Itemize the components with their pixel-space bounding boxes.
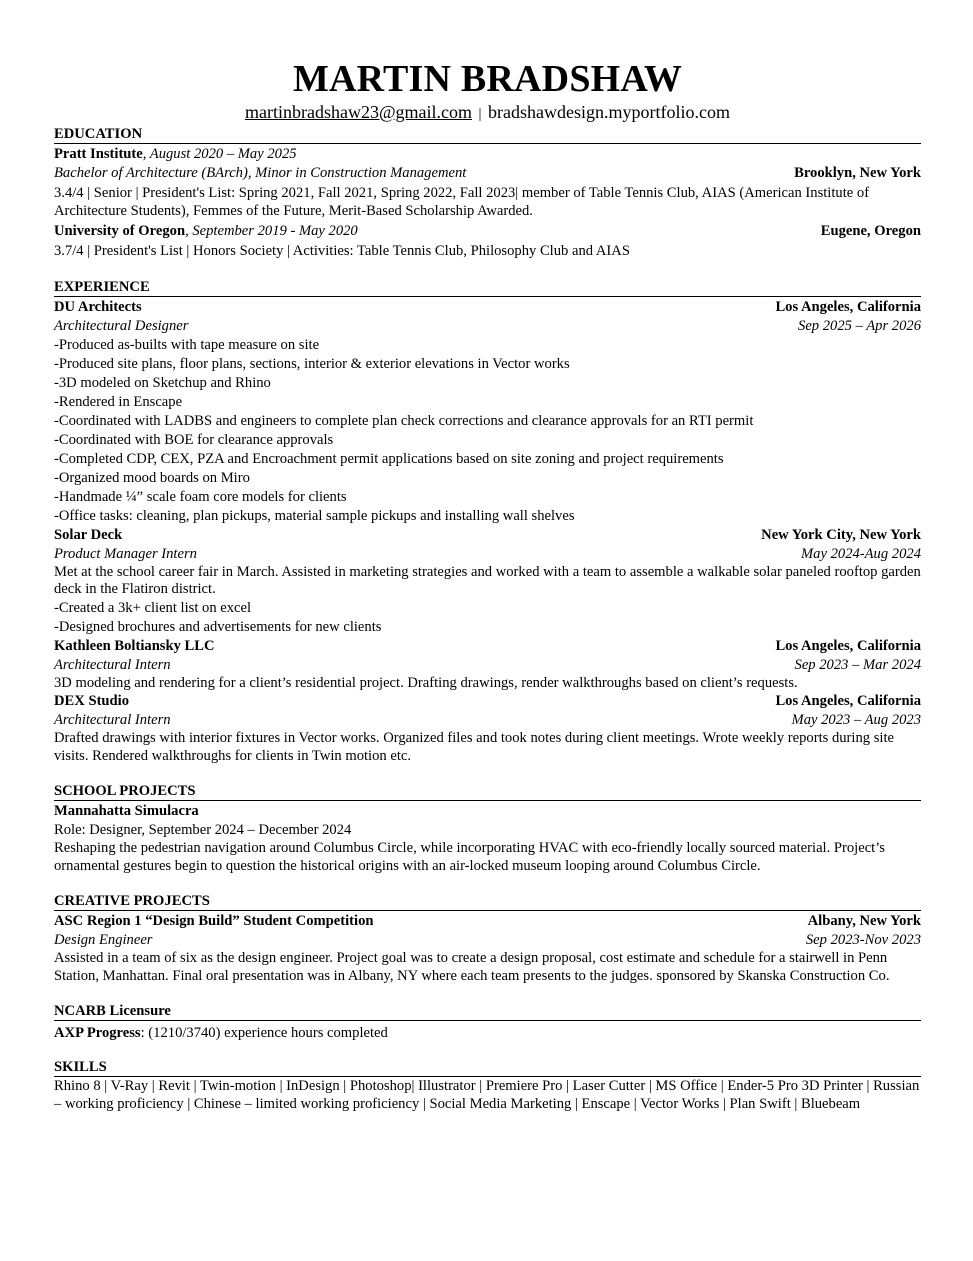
school-name: University of Oregon [54,223,186,239]
job-description: 3D modeling and rendering for a client’s residential project. Drafting drawings, render walkthroughs based on client’s requests. [54,674,798,691]
candidate-name: MARTIN BRADSHAW [292,58,683,100]
school-name: Pratt Institute [54,146,143,162]
school-details: 3.7/4 | President's List | Honors Society | Activities: Table Tennis Club, Philosophy Club and AIAS [54,243,630,259]
axp-progress [54,1024,921,1043]
axp-value: : (1210/3740) experience hours completed [140,1025,388,1041]
axp-label: AXP Progress [54,1025,141,1041]
school-location: Brooklyn, New York [794,165,921,181]
experience-title: EXPERIENCE [54,279,921,297]
job-bullet: -Produced as-builts with tape measure on site [54,336,320,353]
education-title: EDUCATION [54,126,921,144]
ncarb-title: NCARB Licensure [54,1003,921,1021]
job-role: Architectural Intern [54,712,171,728]
job-bullet: -Produced site plans, floor plans, sections, interior & exterior elevations in Vector works [54,355,570,372]
creative-projects-title: CREATIVE PROJECTS [54,893,921,911]
job-dates: May 2023 – Aug 2023 [791,712,921,728]
job-bullet: -Coordinated with LADBS and engineers to complete plan check corrections and clearance approvals for an RTI permit [54,412,754,429]
school-entry [54,222,921,261]
job-role: Product Manager Intern [54,545,197,562]
project-description: Reshaping the pedestrian navigation around Columbus Circle, while incorporating HVAC with eco-friendly locally sourced material. Project’s ornamental gestures begin to question the historical origins with an air-locked museum looping around Columbus Circle. [54,840,885,874]
job-role: Architectural Designer [54,317,189,334]
job-bullet: -Organized mood boards on Miro [54,469,250,486]
job-bullet: -Created a 3k+ client list on excel [54,599,252,616]
project-location: Albany, New York [807,913,921,929]
school-projects-section [54,783,921,875]
job-entry [54,692,921,765]
project-dates: Sep 2023-Nov 2023 [805,932,921,948]
job-location: Los Angeles, California [775,298,921,315]
skills-section [54,1059,921,1113]
job-bullet: -Office tasks: cleaning, plan pickups, material sample pickups and installing wall shelves [54,507,575,524]
school-dates: , August 2020 – May 2025 [142,146,297,162]
job-bullet: -3D modeled on Sketchup and Rhino [54,374,271,391]
job-bullet: -Handmade ¼” scale foam core models for clients [54,488,347,505]
job-company: Solar Deck [54,526,123,543]
school-dates: , September 2019 - May 2020 [185,223,358,239]
job-dates: May 2024-Aug 2024 [801,545,921,562]
portfolio-link[interactable]: bradshawdesign.myportfolio.com [488,102,730,122]
job-dates: Sep 2023 – Mar 2024 [794,656,921,673]
job-role: Architectural Intern [54,656,171,673]
job-location: Los Angeles, California [775,693,921,709]
job-company: DEX Studio [54,693,130,709]
skills-list: Rhino 8 | V-Ray | Revit | Twin-motion | InDesign | Photoshop| Illustrator | Premiere Pro | Laser Cutter | MS Office | Ender-5 Pro 3D Printer | Russian – working proficiency | Chinese – limited working proficiency | Social Media Marketing | Enscape | Vector Works | Plan Swift | Bluebeam [54,1078,920,1112]
job-bullet: -Designed brochures and advertisements for new clients [54,618,382,635]
job-company: Kathleen Boltiansky LLC [54,637,215,654]
job-description: Met at the school career fair in March. Assisted in marketing strategies and worked with a team to assemble a walkable solar paneled rooftop garden deck in the Flatiron district. [54,563,921,597]
contact-separator: | [478,106,482,122]
job-description: Drafted drawings with interior fixtures in Vector works. Organized files and took notes during client meetings. Wrote weekly reports during site visits. Rendered walkthroughs for clients in Twin motion etc. [54,730,894,764]
school-degree: Bachelor of Architecture (BArch), Minor in Construction Management [54,165,467,181]
contact-line [54,100,921,126]
project-name: Mannahatta Simulacra [54,803,199,819]
job-location: Los Angeles, California [775,637,921,654]
job-company: DU Architects [54,298,142,315]
creative-projects-section [54,893,921,985]
project-description: Assisted in a team of six as the design engineer. Project goal was to create a design proposal, cost estimate and schedule for a stairwell in Penn Station, Manhattan. Final oral presentation was in Albany, NY where each team presents to the judges. sponsored by Skanska Construction Co. [54,950,890,984]
skills-title: SKILLS [54,1059,921,1077]
school-entry [54,145,921,220]
experience-section [54,279,921,766]
resume-page [54,56,921,1113]
job-bullet: -Completed CDP, CEX, PZA and Encroachment permit applications based on site zoning and project requirements [54,450,724,467]
project-role: Role: Designer, September 2024 – December 2024 [54,822,352,838]
project-role: Design Engineer [54,932,153,948]
job-entry [54,637,921,693]
job-bullet: -Rendered in Enscape [54,393,183,410]
school-details: 3.4/4 | Senior | President's List: Spring 2021, Fall 2021, Spring 2022, Fall 2023| member of Table Tennis Club, AIAS (American Institute of Architecture Students), Femmes of the Future, Merit-Based Scholarship Awarded. [54,185,870,219]
school-projects-title: SCHOOL PROJECTS [54,783,921,801]
job-dates: Sep 2025 – Apr 2026 [798,317,921,334]
project-name: ASC Region 1 “Design Build” Student Competition [54,913,374,929]
job-bullet: -Coordinated with BOE for clearance approvals [54,431,334,448]
job-entry [54,298,921,526]
school-location: Eugene, Oregon [820,223,921,239]
job-entry [54,526,921,637]
job-location: New York City, New York [761,526,921,543]
ncarb-section [54,1003,921,1043]
education-section [54,126,921,261]
email-link[interactable]: martinbradshaw23@gmail.com [244,102,473,122]
